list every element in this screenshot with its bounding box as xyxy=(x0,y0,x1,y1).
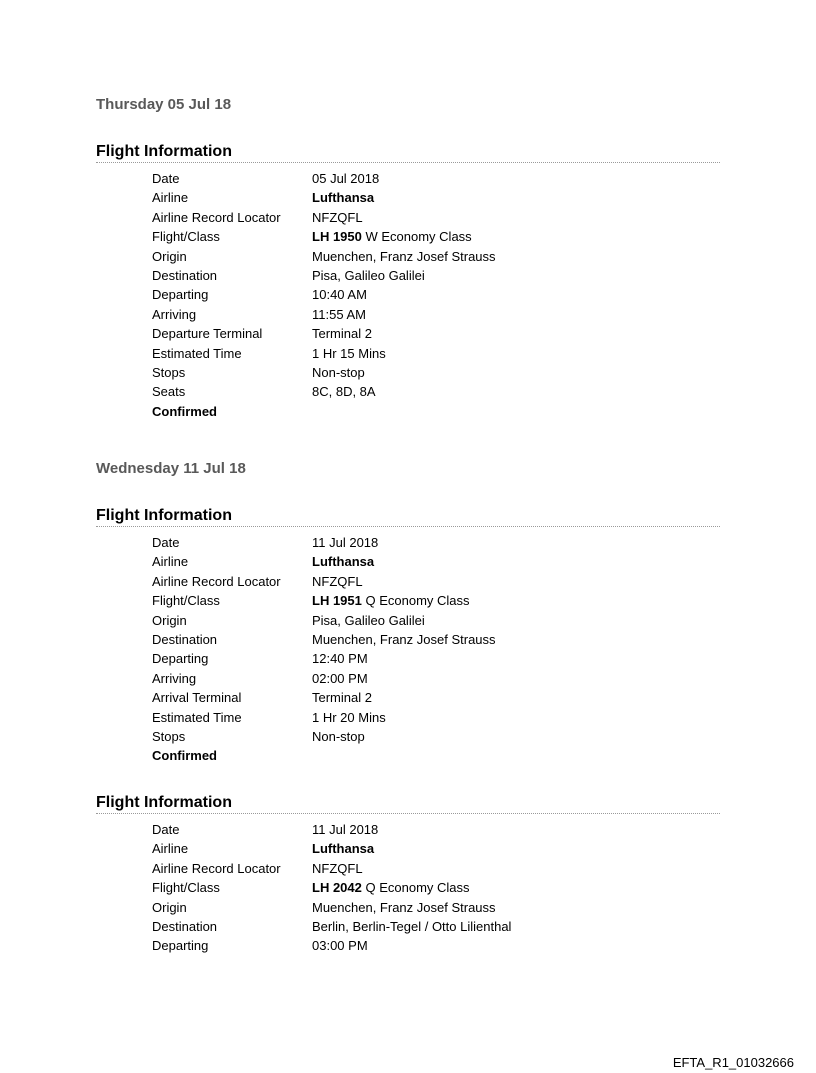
document-id: EFTA_R1_01032666 xyxy=(672,1055,794,1070)
date-label: Date xyxy=(152,171,180,186)
flight-class-row xyxy=(152,591,712,610)
departing-row xyxy=(152,649,712,668)
airline-value: Lufthansa xyxy=(312,554,375,570)
origin-value: Pisa, Galileo Galilei xyxy=(312,612,425,628)
destination-label: Destination xyxy=(152,267,218,283)
date-value: 05 Jul 2018 xyxy=(312,171,380,186)
locator-value: NFZQFL xyxy=(312,209,363,225)
departing-label: Departing xyxy=(152,938,209,954)
date-row xyxy=(152,820,712,839)
section-title: Flight Information xyxy=(96,142,720,163)
status-confirmed: Confirmed xyxy=(152,403,217,419)
estimated-time-value: 1 Hr 15 Mins xyxy=(312,345,386,361)
origin-label: Origin xyxy=(152,612,187,628)
destination-value: Berlin, Berlin-Tegel / Otto Lilienthal xyxy=(312,918,512,934)
terminal-value: Terminal 2 xyxy=(312,326,372,342)
flight-details xyxy=(152,820,712,956)
locator-label: Airline Record Locator xyxy=(152,573,281,589)
date-label: Date xyxy=(152,822,180,837)
estimated-time-label: Estimated Time xyxy=(152,709,242,725)
stops-row xyxy=(152,727,712,746)
destination-row xyxy=(152,917,712,936)
day-heading: Thursday 05 Jul 18 xyxy=(96,96,232,113)
date-value: 11 Jul 2018 xyxy=(312,822,379,837)
flight-class-row xyxy=(152,878,712,897)
airline-value: Lufthansa xyxy=(312,190,375,206)
locator-row xyxy=(152,859,712,878)
airline-label: Airline xyxy=(152,554,189,570)
departing-value: 10:40 AM xyxy=(312,287,367,303)
origin-value: Muenchen, Franz Josef Strauss xyxy=(312,248,496,264)
airline-value: Lufthansa xyxy=(312,841,375,857)
departing-label: Departing xyxy=(152,287,209,303)
destination-row xyxy=(152,630,712,649)
status-confirmed: Confirmed xyxy=(152,748,217,764)
locator-row xyxy=(152,208,712,227)
departing-label: Departing xyxy=(152,651,209,667)
estimated-time-row xyxy=(152,344,712,363)
origin-row xyxy=(152,247,712,266)
terminal-value: Terminal 2 xyxy=(312,690,372,706)
airline-row xyxy=(152,839,712,858)
terminal-row xyxy=(152,688,712,707)
locator-label: Airline Record Locator xyxy=(152,209,281,225)
stops-label: Stops xyxy=(152,728,186,744)
flight-details xyxy=(152,169,712,421)
flight-number: LH 1951 xyxy=(312,593,362,609)
destination-value: Pisa, Galileo Galilei xyxy=(312,267,425,283)
destination-row xyxy=(152,266,712,285)
origin-label: Origin xyxy=(152,899,187,915)
date-value: 11 Jul 2018 xyxy=(312,535,379,550)
terminal-label: Departure Terminal xyxy=(152,326,263,342)
airline-row xyxy=(152,552,712,571)
departing-value: 03:00 PM xyxy=(312,938,368,954)
seats-value: 8C, 8D, 8A xyxy=(312,384,376,400)
departing-row xyxy=(152,285,712,304)
locator-value: NFZQFL xyxy=(312,573,363,589)
locator-value: NFZQFL xyxy=(312,860,363,876)
flight-class-row xyxy=(152,227,712,246)
stops-value: Non-stop xyxy=(312,364,365,380)
destination-label: Destination xyxy=(152,631,218,647)
departing-value: 12:40 PM xyxy=(312,651,368,667)
arriving-label: Arriving xyxy=(152,670,197,686)
origin-label: Origin xyxy=(152,248,187,264)
stops-row xyxy=(152,363,712,382)
day-heading: Wednesday 11 Jul 18 xyxy=(96,460,246,477)
date-row xyxy=(152,169,712,188)
flight-class-label: Flight/Class xyxy=(152,593,220,609)
flight-class-label: Flight/Class xyxy=(152,229,220,245)
arriving-value: 11:55 AM xyxy=(312,306,366,322)
seats-label: Seats xyxy=(152,384,186,400)
flight-class-value: Q Economy Class xyxy=(361,593,470,609)
flight-class-value: W Economy Class xyxy=(361,229,472,245)
flight-number: LH 1950 xyxy=(312,229,362,245)
flight-details xyxy=(152,533,712,766)
stops-value: Non-stop xyxy=(312,728,365,744)
flight-class-label: Flight/Class xyxy=(152,880,220,896)
locator-row xyxy=(152,572,712,591)
seats-row xyxy=(152,382,712,401)
terminal-label: Arrival Terminal xyxy=(152,690,242,706)
destination-label: Destination xyxy=(152,918,218,934)
locator-label: Airline Record Locator xyxy=(152,860,281,876)
origin-row xyxy=(152,898,712,917)
airline-row xyxy=(152,188,712,207)
estimated-time-row xyxy=(152,708,712,727)
arriving-value: 02:00 PM xyxy=(312,670,368,686)
section-title: Flight Information xyxy=(96,793,720,814)
airline-label: Airline xyxy=(152,190,189,206)
date-row xyxy=(152,533,712,552)
departing-row xyxy=(152,936,712,955)
arriving-label: Arriving xyxy=(152,306,197,322)
flight-class-value: Q Economy Class xyxy=(361,880,470,896)
estimated-time-value: 1 Hr 20 Mins xyxy=(312,709,386,725)
origin-value: Muenchen, Franz Josef Strauss xyxy=(312,899,496,915)
date-label: Date xyxy=(152,535,180,550)
flight-number: LH 2042 xyxy=(312,880,362,896)
arriving-row xyxy=(152,305,712,324)
stops-label: Stops xyxy=(152,364,186,380)
terminal-row xyxy=(152,324,712,343)
estimated-time-label: Estimated Time xyxy=(152,345,242,361)
section-title: Flight Information xyxy=(96,506,720,527)
origin-row xyxy=(152,611,712,630)
airline-label: Airline xyxy=(152,841,189,857)
destination-value: Muenchen, Franz Josef Strauss xyxy=(312,631,496,647)
arriving-row xyxy=(152,669,712,688)
